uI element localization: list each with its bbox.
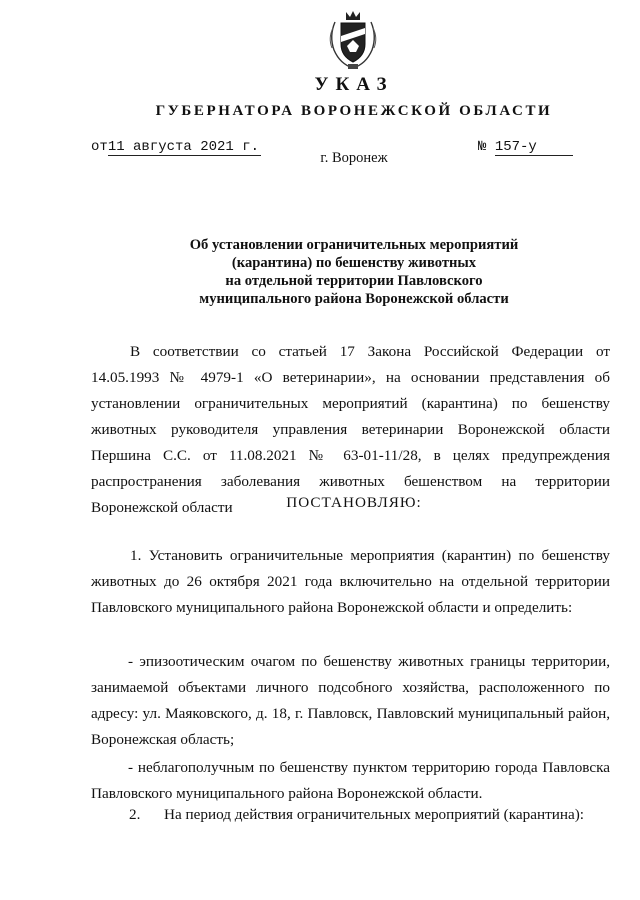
city: г. Воронеж — [320, 150, 388, 166]
subject-line: муниципального района Воронежской области — [199, 291, 509, 307]
date-prefix: от — [91, 139, 108, 155]
item-1-paragraph — [91, 543, 610, 621]
document-title: УКАЗ — [314, 74, 394, 95]
subitem-paragraph: - неблагополучным по бешенству пунктом территорию города Павловска Павловского муниципального района Воронежской области. — [91, 759, 610, 802]
subject-line: Об установлении ограничительных мероприятий — [189, 237, 519, 253]
subject-line: (карантина) по бешенству животных — [231, 255, 477, 271]
document-issuer: ГУБЕРНАТОРА ВОРОНЕЖСКОЙ ОБЛАСТИ — [155, 103, 553, 119]
number-value: 157-у — [494, 139, 537, 155]
item-text: Установить ограничительные мероприятия (карантин) по бешенству животных до 26 октября 2021 года включительно на отдельной территории Павловского муниципального района Воронежской области и определить: — [91, 547, 610, 616]
decree-word: ПОСТАНОВЛЯЮ: — [286, 494, 422, 511]
subject-line: на отдельной территории Павловского — [225, 273, 483, 289]
subitem-paragraph: - эпизоотическим очагом по бешенству животных границы территории, занимаемой объектами личного подсобного хозяйства, расположенного по адресу: ул. Маяковского, д. 18, г. Павловск, Павловский муниципальный район, Воронежская область; — [91, 653, 610, 748]
item-number: 1. — [130, 547, 142, 564]
item-number: 2. — [129, 806, 141, 823]
decree-subject — [160, 236, 548, 308]
preamble-paragraph: В соответствии со статьей 17 Закона Российской Федерации от 14.05.1993 № 4979-1 «О ветеринарии», на основании представления об установлении ограничительных мероприятий (карантина) по бешенству животных руководителя управления ветеринарии Воронежской области Першина С.С. от 11.08.2021 № 63-01-11/28, в целях предупреждения распространения заболевания животных бешенством на территории Воронежской области — [91, 343, 610, 516]
coat-of-arms-icon — [326, 8, 380, 72]
number-label: № — [478, 139, 487, 155]
item-text: На период действия ограничительных мероприятий (карантина): — [164, 806, 584, 823]
date-value: 11 августа 2021 г. — [107, 139, 260, 155]
